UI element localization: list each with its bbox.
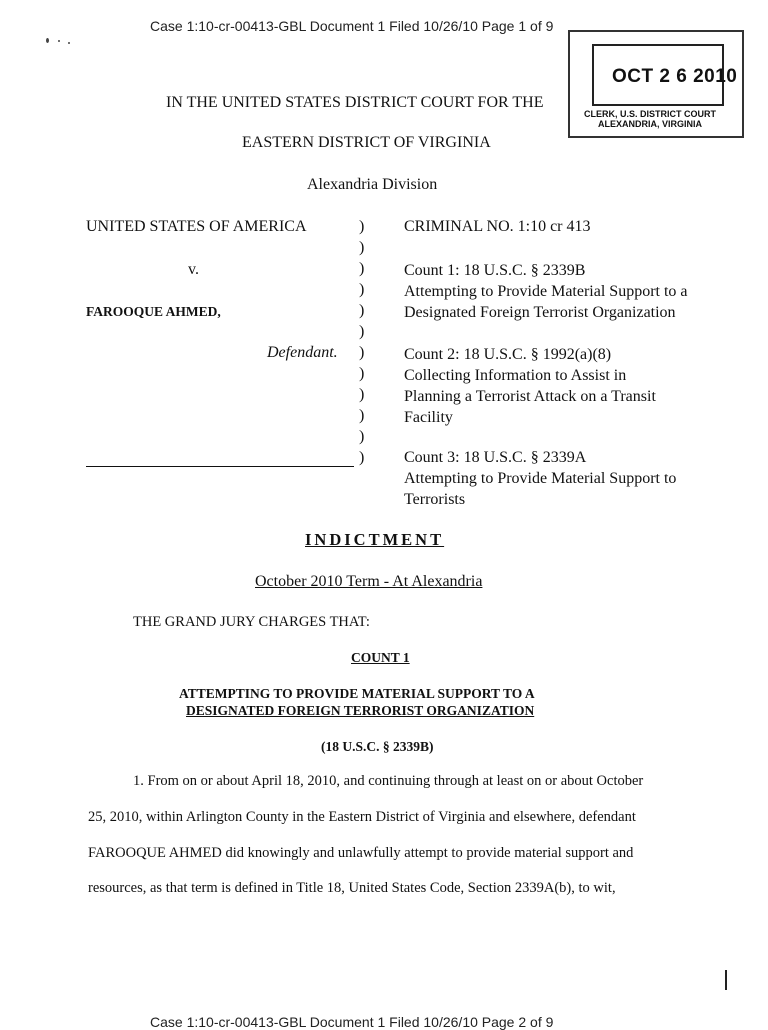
count-2-line: Planning a Terrorist Attack on a Transit — [404, 388, 656, 405]
defendant-name: FAROOQUE AHMED, — [86, 304, 221, 319]
caption-paren: ) — [359, 218, 365, 235]
count-1-line: Designated Foreign Terrorist Organization — [404, 304, 676, 321]
caption-rule — [86, 466, 354, 467]
count-title-line-2: DESIGNATED FOREIGN TERRORIST ORGANIZATION — [186, 703, 535, 718]
court-line-1: IN THE UNITED STATES DISTRICT COURT FOR THE — [166, 94, 544, 111]
caption-paren: ) — [359, 407, 365, 424]
grand-jury-charges: THE GRAND JURY CHARGES THAT: — [133, 614, 370, 630]
case-header: Case 1:10-cr-00413-GBL Document 1 Filed 10/26/10 Page 1 of 9 — [150, 18, 554, 34]
count-title-line-1: ATTEMPTING TO PROVIDE MATERIAL SUPPORT TO A — [179, 686, 535, 701]
paragraph-line: 25, 2010, within Arlington County in the Eastern District of Virginia and elsewhere, defendant — [88, 809, 636, 825]
filed-stamp-date: OCT 2 6 2010 — [612, 66, 738, 87]
count-3-line: Count 3: 18 U.S.C. § 2339A — [404, 449, 587, 466]
count-3-line: Attempting to Provide Material Support to — [404, 470, 677, 487]
count-2-summary — [404, 344, 656, 428]
caption-paren: ) — [359, 428, 365, 445]
versus: v. — [188, 261, 199, 278]
court-line-2: EASTERN DISTRICT OF VIRGINIA — [242, 134, 491, 151]
term-line: October 2010 Term - At Alexandria — [255, 573, 483, 590]
count-1-line: Attempting to Provide Material Support to a — [404, 283, 688, 300]
count-heading: COUNT 1 — [351, 650, 410, 665]
caption-paren: ) — [359, 302, 365, 319]
count-1-summary — [404, 260, 688, 323]
page-edge-mark — [725, 970, 727, 990]
filed-stamp-clerk-line: ALEXANDRIA, VIRGINIA — [598, 119, 703, 129]
defendant-label: Defendant. — [267, 344, 338, 361]
count-1-line: Count 1: 18 U.S.C. § 2339B — [404, 262, 586, 279]
paragraph-line: FAROOQUE AHMED did knowingly and unlawfully attempt to provide material support and — [88, 845, 634, 861]
caption-paren: ) — [359, 449, 365, 466]
count-2-line: Collecting Information to Assist in — [404, 367, 627, 384]
caption-paren: ) — [359, 239, 365, 256]
next-page-header: Case 1:10-cr-00413-GBL Document 1 Filed 10/26/10 Page 2 of 9 — [150, 1014, 554, 1030]
filed-stamp-clerk — [584, 109, 716, 129]
count-2-line: Facility — [404, 409, 453, 426]
scan-speck — [58, 40, 60, 42]
paragraph-line: 1. From on or about April 18, 2010, and continuing through at least on or about October — [133, 773, 644, 789]
caption-paren: ) — [359, 344, 365, 361]
document-title: INDICTMENT — [305, 530, 445, 549]
count-3-line: Terrorists — [404, 491, 466, 508]
count-3-summary — [404, 447, 676, 510]
count-2-line: Count 2: 18 U.S.C. § 1992(a)(8) — [404, 346, 612, 363]
paragraph-line: resources, as that term is defined in Title 18, United States Code, Section 2339A(b), to wit, — [88, 880, 616, 896]
criminal-number: CRIMINAL NO. 1:10 cr 413 — [404, 218, 591, 235]
scan-speck — [68, 42, 70, 44]
plaintiff: UNITED STATES OF AMERICA — [86, 218, 307, 235]
filed-stamp-clerk-line: CLERK, U.S. DISTRICT COURT — [584, 109, 716, 119]
caption-paren: ) — [359, 365, 365, 382]
court-division: Alexandria Division — [307, 176, 438, 193]
caption-paren: ) — [359, 260, 365, 277]
scan-speck — [46, 38, 49, 43]
caption-paren: ) — [359, 281, 365, 298]
caption-paren: ) — [359, 386, 365, 403]
caption-paren: ) — [359, 323, 365, 340]
statute-citation: (18 U.S.C. § 2339B) — [321, 739, 434, 754]
